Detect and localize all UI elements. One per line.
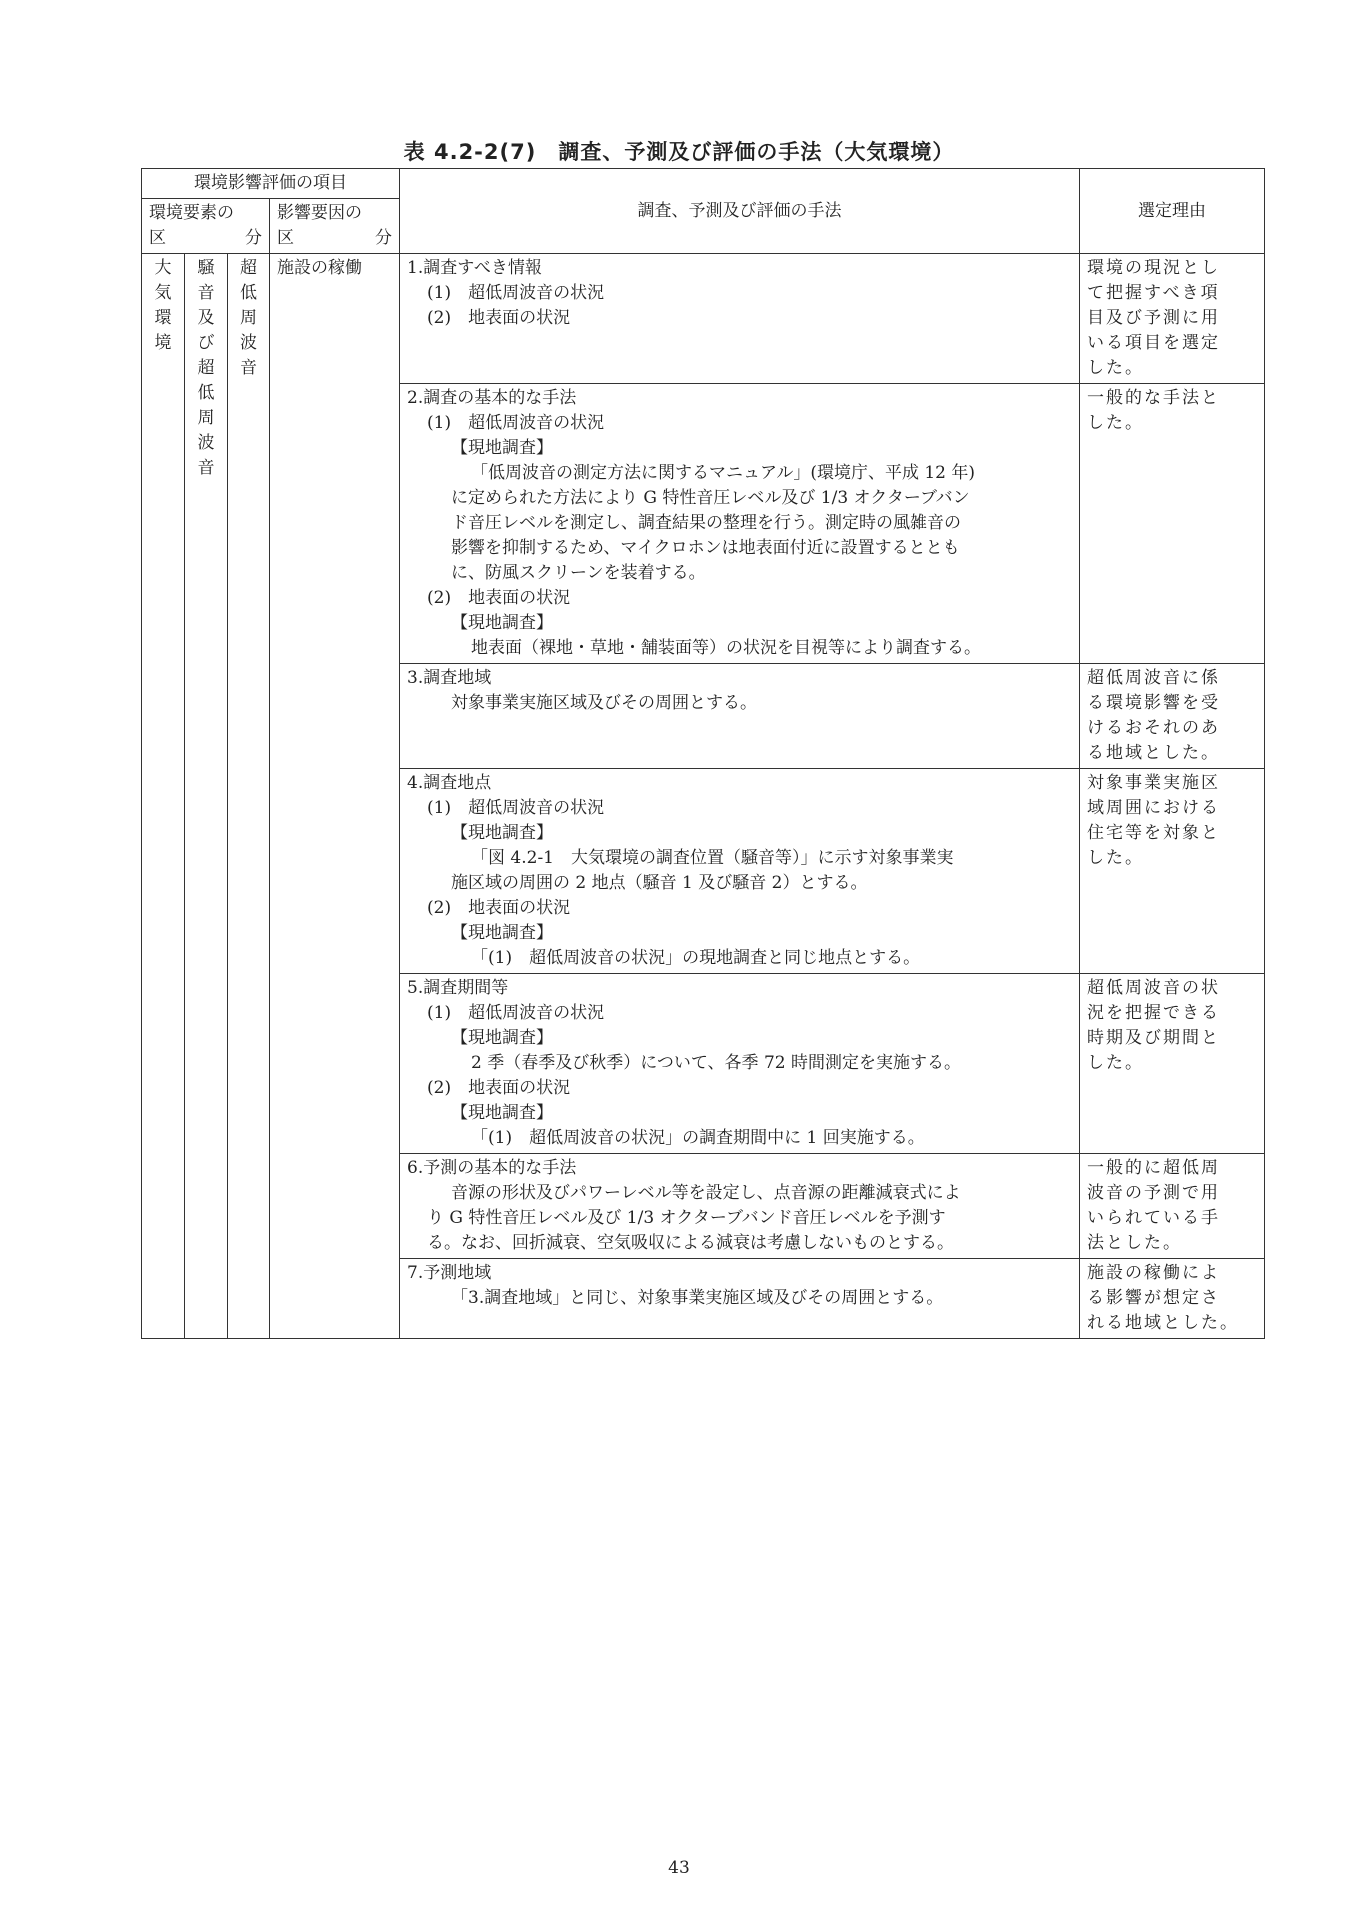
- method-line: 1.調査すべき情報: [407, 258, 542, 278]
- method-line: ド音圧レベルを測定し、調査結果の整理を行う。測定時の風雑音の: [451, 513, 961, 533]
- method-line: に定められた方法により G 特性音圧レベル及び 1/3 オクターブバン: [451, 488, 970, 508]
- reason-cell: [1080, 1259, 1265, 1339]
- reason-line: 法とした。: [1087, 1233, 1182, 1253]
- vertical-char: 及: [197, 308, 215, 328]
- method-line: (2) 地表面の状況: [427, 1078, 571, 1098]
- header-element-char-a: 区: [149, 228, 166, 248]
- vertical-char: 周: [197, 408, 215, 428]
- method-line: (2) 地表面の状況: [427, 898, 571, 918]
- header-factor-cell: [270, 199, 400, 254]
- vertical-char: 波: [197, 433, 215, 453]
- header-element-line2: [149, 226, 262, 251]
- header-group-cell: 環境影響評価の項目: [142, 169, 400, 199]
- vertical-char: 環: [154, 308, 172, 328]
- env-category-cell: [142, 254, 185, 1339]
- method-line: (1) 超低周波音の状況: [427, 413, 605, 433]
- vertical-char: 波: [240, 333, 257, 353]
- method-line: り G 特性音圧レベル及び 1/3 オクターブバンド音圧レベルを予測す: [427, 1208, 946, 1228]
- method-cell: [400, 1259, 1080, 1339]
- method-line: 7.予測地域: [407, 1263, 492, 1283]
- reason-line: 対象事業実施区: [1087, 773, 1220, 793]
- vertical-char: 超: [197, 358, 215, 378]
- reason-cell: [1080, 1154, 1265, 1259]
- method-line: (1) 超低周波音の状況: [427, 283, 605, 303]
- method-cell: [400, 384, 1080, 664]
- method-line: 【現地調査】: [451, 613, 553, 633]
- header-element-line1: 環境要素の: [149, 203, 234, 223]
- method-line: 【現地調査】: [451, 438, 553, 458]
- vertical-char: び: [197, 333, 215, 353]
- method-cell: [400, 254, 1080, 384]
- header-row-1: [142, 169, 1265, 199]
- vertical-char: 音: [240, 358, 257, 378]
- method-line: 「図 4.2-1 大気環境の調査位置（騒音等）」に示す対象事業実: [471, 848, 954, 868]
- header-element-cell: [142, 199, 270, 254]
- method-line: 【現地調査】: [451, 1103, 553, 1123]
- method-line: 「(1) 超低周波音の状況」の調査期間中に 1 回実施する。: [471, 1128, 925, 1148]
- method-line: 「低周波音の測定方法に関するマニュアル」(環境庁、平成 12 年): [471, 463, 976, 483]
- method-line: 2.調査の基本的な手法: [407, 388, 577, 408]
- vertical-char: 騒: [197, 258, 215, 278]
- method-line: (1) 超低周波音の状況: [427, 798, 605, 818]
- vertical-char: 音: [197, 283, 215, 303]
- header-factor-line1: 影響要因の: [277, 203, 362, 223]
- reason-line: 目及び予測に用: [1087, 308, 1220, 328]
- vertical-char: 気: [154, 283, 172, 303]
- method-line: 「3.調査地域」と同じ、対象事業実施区域及びその周囲とする。: [451, 1288, 944, 1308]
- reason-line: 超低周波音の状: [1087, 978, 1220, 998]
- reason-cell: [1080, 974, 1265, 1154]
- reason-line: れる地域とした。: [1087, 1313, 1239, 1333]
- reason-cell: [1080, 384, 1265, 664]
- reason-line: 一般的な手法と: [1087, 388, 1220, 408]
- reason-cell: [1080, 664, 1265, 769]
- header-element-char-b: 分: [245, 228, 262, 248]
- method-cell: [400, 664, 1080, 769]
- method-line: 「(1) 超低周波音の状況」の現地調査と同じ地点とする。: [471, 948, 921, 968]
- table-title: 表 4.2-2(7) 調査、予測及び評価の手法（大気環境）: [403, 140, 955, 164]
- method-line: 地表面（裸地・草地・舗装面等）の状況を目視等により調査する。: [471, 638, 981, 658]
- vertical-char: 大: [154, 258, 172, 278]
- reason-line: いられている手: [1087, 1208, 1220, 1228]
- reason-line: 時期及び期間と: [1087, 1028, 1220, 1048]
- reason-line: 環境の現況とし: [1087, 258, 1220, 278]
- vertical-char: 境: [154, 333, 172, 353]
- method-line: 5.調査期間等: [407, 978, 509, 998]
- vertical-char: 超: [240, 258, 257, 278]
- method-line: 影響を抑制するため、マイクロホンは地表面付近に設置するととも: [451, 538, 960, 558]
- reason-line: けるおそれのあ: [1087, 718, 1220, 738]
- reason-line: て把握すべき項: [1087, 283, 1220, 303]
- method-line: (1) 超低周波音の状況: [427, 1003, 605, 1023]
- reason-line: 住宅等を対象と: [1087, 823, 1220, 843]
- reason-line: した。: [1087, 848, 1144, 868]
- method-cell: [400, 974, 1080, 1154]
- element-category-cell: [185, 254, 228, 1339]
- reason-line: した。: [1087, 1053, 1144, 1073]
- reason-line: る地域とした。: [1087, 743, 1220, 763]
- header-method-cell: 調査、予測及び評価の手法: [400, 169, 1080, 254]
- reason-line: いる項目を選定: [1087, 333, 1220, 353]
- sub-category-cell: [228, 254, 270, 1339]
- vertical-char: 低: [197, 383, 215, 403]
- page-number: 43: [668, 1858, 690, 1878]
- reason-line: 施設の稼働によ: [1087, 1263, 1220, 1283]
- method-line: 施区域の周囲の 2 地点（騒音 1 及び騒音 2）とする。: [451, 873, 868, 893]
- method-line: (2) 地表面の状況: [427, 308, 571, 328]
- header-factor-line2: [277, 226, 392, 251]
- header-factor-char-b: 分: [375, 228, 392, 248]
- reason-line: 波音の予測で用: [1087, 1183, 1220, 1203]
- method-cell: [400, 769, 1080, 974]
- header-reason-cell: 選定理由: [1080, 169, 1265, 254]
- reason-cell: [1080, 769, 1265, 974]
- method-line: 4.調査地点: [407, 773, 492, 793]
- reason-line: 超低周波音に係: [1087, 668, 1220, 688]
- header-factor-char-a: 区: [277, 228, 294, 248]
- method-line: 2 季（春季及び秋季）について、各季 72 時間測定を実施する。: [471, 1053, 961, 1073]
- method-line: (2) 地表面の状況: [427, 588, 571, 608]
- vertical-char: 低: [240, 283, 257, 303]
- table-row: [142, 254, 1265, 384]
- method-line: に、防風スクリーンを装着する。: [451, 563, 706, 583]
- method-line: 【現地調査】: [451, 1028, 553, 1048]
- assessment-method-table: [141, 168, 1265, 1339]
- reason-line: 況を把握できる: [1087, 1003, 1220, 1023]
- method-line: 音源の形状及びパワーレベル等を設定し、点音源の距離減衰式によ: [451, 1183, 961, 1203]
- reason-line: る影響が想定さ: [1087, 1288, 1220, 1308]
- reason-line: 域周囲における: [1087, 798, 1220, 818]
- method-line: る。なお、回折減衰、空気吸収による減衰は考慮しないものとする。: [427, 1233, 954, 1253]
- reason-line: した。: [1087, 358, 1144, 378]
- method-line: 【現地調査】: [451, 823, 553, 843]
- method-line: 3.調査地域: [407, 668, 492, 688]
- method-line: 対象事業実施区域及びその周囲とする。: [451, 693, 757, 713]
- method-line: 6.予測の基本的な手法: [407, 1158, 577, 1178]
- reason-line: 一般的に超低周: [1087, 1158, 1220, 1178]
- method-line: 【現地調査】: [451, 923, 553, 943]
- vertical-char: 音: [197, 458, 215, 478]
- method-cell: [400, 1154, 1080, 1259]
- reason-line: した。: [1087, 413, 1144, 433]
- reason-line: る環境影響を受: [1087, 693, 1220, 713]
- reason-cell: [1080, 254, 1265, 384]
- factor-cell: 施設の稼働: [270, 254, 400, 1339]
- vertical-char: 周: [240, 308, 257, 328]
